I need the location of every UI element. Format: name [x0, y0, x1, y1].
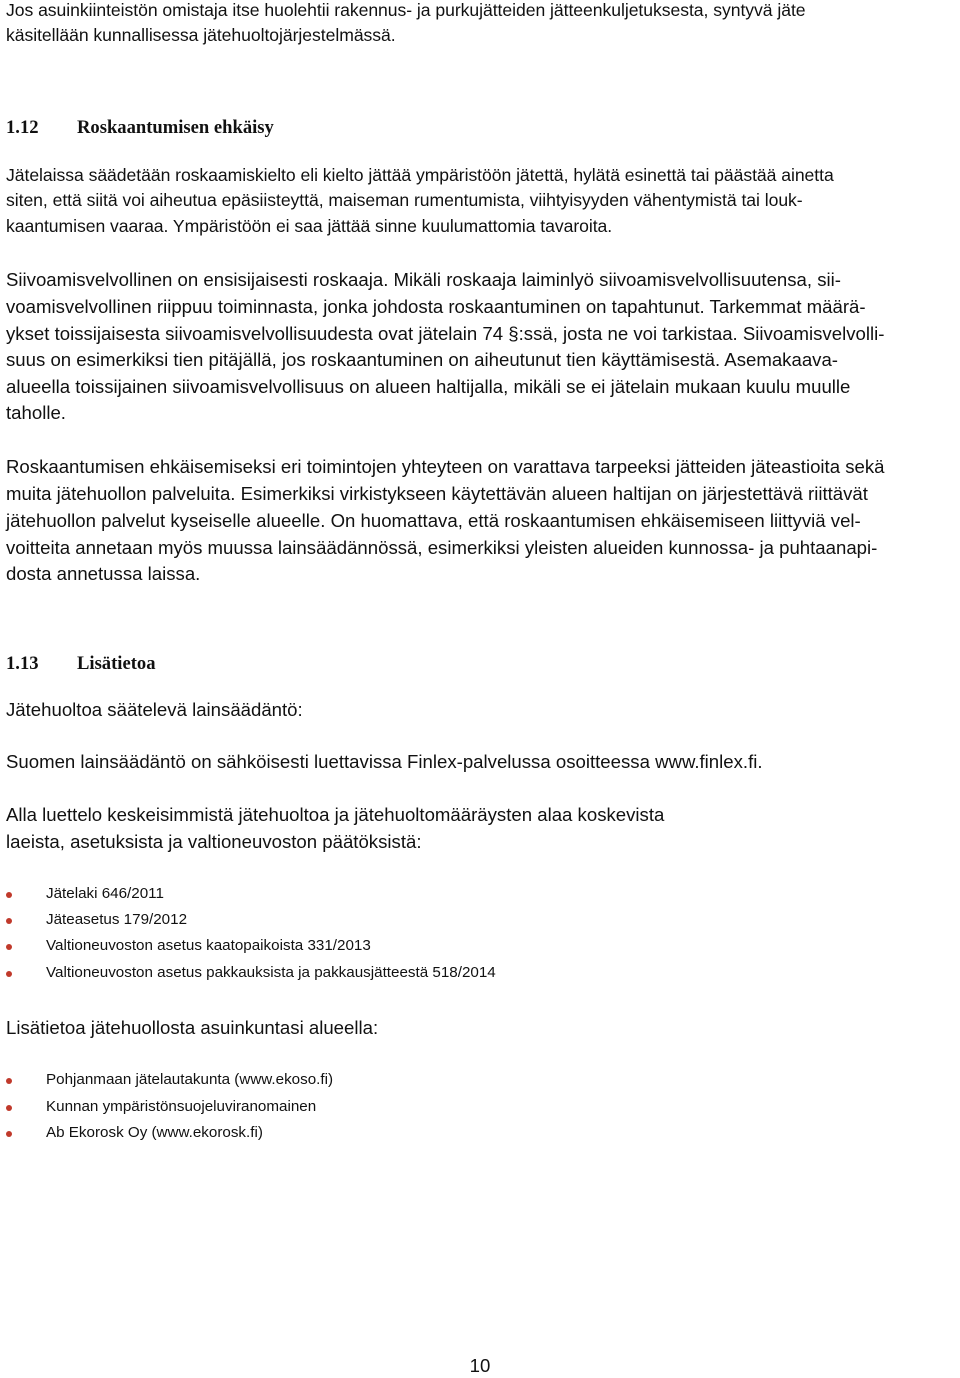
- list-intro-line-1: Alla luettelo keskeisimmistä jätehuoltoa ja jätehuoltomääräysten alaa koskevista: [6, 804, 665, 825]
- para2-line-4: suus on esimerkiksi tien pitäjällä, jos roskaantuminen on aiheutunut tien käyttämisestä. Asemakaava-: [6, 349, 838, 370]
- section-heading-lisatietoa: [6, 653, 156, 675]
- section-number: 1.13: [6, 653, 39, 674]
- list-intro-line-2: laeista, asetuksista ja valtioneuvoston päätöksistä:: [6, 831, 422, 852]
- para2-line-6: taholle.: [6, 402, 66, 423]
- bullet-icon: [6, 971, 12, 977]
- list-item-label: Jäteasetus 179/2012: [46, 911, 188, 928]
- para1-line-3: kaantumisen vaaraa. Ympäristöön ei saa jättää sinne kuulumattomia tavaroita.: [6, 216, 613, 236]
- list-item: [46, 1071, 333, 1088]
- para3-line-1: Roskaantumisen ehkäisemiseksi eri toimintojen yhteyteen on varattava tarpeeksi jätteiden jäteastioita sekä: [6, 456, 885, 477]
- section-title: Roskaantumisen ehkäisy: [77, 117, 274, 138]
- list-item: [46, 911, 187, 928]
- list-item-label: Valtioneuvoston asetus kaatopaikoista 331/2013: [46, 937, 371, 954]
- para2-line-3: ykset toissijaisesta siivoamisvelvollisuudesta ovat jätelain 74 §:ssä, josta ne voi tarkistaa. Siivoamisvelvolli-: [6, 323, 885, 344]
- list-item: [46, 1124, 263, 1141]
- bullet-icon: [6, 892, 12, 898]
- section-heading-roskaantuminen: [6, 117, 274, 139]
- bullet-icon: [6, 1131, 12, 1137]
- para1-line-1: Jätelaissa säädetään roskaamiskielto eli kielto jättää ympäristöön jätettä, hylätä esinettä tai päästää ainetta: [6, 165, 834, 185]
- para2-line-2: voamisvelvollinen riippuu toiminnasta, jonka johdosta roskaantuminen on tapahtunut. Tarkemmat määrä-: [6, 296, 866, 317]
- bullet-icon: [6, 1078, 12, 1084]
- para2-line-1: Siivoamisvelvollinen on ensisijaisesti roskaaja. Mikäli roskaaja laiminlyö siivoamisvelvollisuutensa, sii-: [6, 269, 841, 290]
- finlex-text: Suomen lainsäädäntö on sähköisesti luettavissa Finlex-palvelussa osoitteessa www.finlex.fi.: [6, 751, 763, 772]
- list-item-label: Pohjanmaan jätelautakunta (www.ekoso.fi): [46, 1071, 334, 1088]
- para3-line-2: muita jätehuollon palveluita. Esimerkiksi virkistykseen käytettävän alueen haltijan on järjestettävä riittävät: [6, 483, 868, 504]
- list-item-label: Jätelaki 646/2011: [46, 885, 164, 902]
- list-item: [46, 937, 371, 954]
- intro-line-2: käsitellään kunnallisessa jätehuoltojärjestelmässä.: [6, 25, 396, 45]
- para3-line-3: jätehuollon palvelut kyseiselle alueelle. On huomattava, että roskaantumisen ehkäisemiseen liittyviä vel-: [6, 510, 861, 531]
- list-item: [46, 1098, 316, 1115]
- list-item-label: Kunnan ympäristönsuojeluviranomainen: [46, 1098, 317, 1115]
- list-item: [46, 885, 164, 902]
- bullet-icon: [6, 1105, 12, 1111]
- section-number: 1.12: [6, 117, 39, 138]
- para3-line-4: voitteita annetaan myös muussa lainsäädännössä, esimerkiksi yleisten alueiden kunnossa- ja puhtaanapi-: [6, 537, 878, 558]
- list-item: [46, 964, 496, 981]
- law-heading: Jätehuoltoa säätelevä lainsäädäntö:: [6, 699, 303, 720]
- list-item-label: Valtioneuvoston asetus pakkauksista ja pakkausjätteestä 518/2014: [46, 964, 496, 981]
- intro-line-1: Jos asuinkiinteistön omistaja itse huolehtii rakennus- ja purkujätteiden jätteenkuljetuksesta, syntyvä jäte: [6, 0, 806, 20]
- page-number: 10: [469, 1355, 491, 1376]
- section-title: Lisätietoa: [77, 653, 156, 674]
- bullet-icon: [6, 944, 12, 950]
- list-item-label: Ab Ekorosk Oy (www.ekorosk.fi): [46, 1124, 263, 1141]
- para1-line-2: siten, että siitä voi aiheutua epäsiisteyttä, maiseman rumentumista, viihtyisyyden vähentymistä tai louk-: [6, 190, 803, 210]
- bullet-icon: [6, 918, 12, 924]
- local-heading: Lisätietoa jätehuollosta asuinkuntasi alueella:: [6, 1017, 379, 1038]
- para3-line-5: dosta annetussa laissa.: [6, 563, 201, 584]
- para2-line-5: alueella toissijainen siivoamisvelvollisuus on alueen haltijalla, mikäli se ei jätelain mukaan kuulu muulle: [6, 376, 851, 397]
